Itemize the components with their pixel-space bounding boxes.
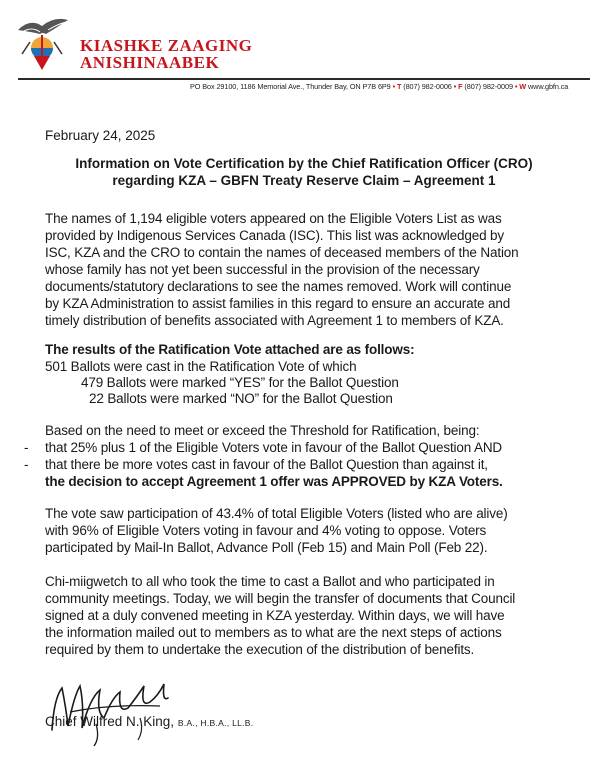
bullet-dash: - — [24, 457, 29, 472]
bullet-dash: - — [24, 440, 29, 455]
org-name-line2: ANISHINAABEK — [80, 53, 220, 72]
title-line1: Information on Vote Certification by the Chief Ratification Officer (CRO) — [75, 156, 533, 171]
threshold-intro: Based on the need to meet or exceed the Threshold for Ratification, being: — [45, 423, 480, 438]
handwritten-signature — [40, 668, 200, 748]
threshold-item1: that 25% plus 1 of the Eligible Voters vote in favour of the Ballot Question AND — [45, 440, 503, 455]
para4-line: community meetings. Today, we will begin the transfer of documents that Council — [45, 591, 516, 606]
para1-line: The names of 1,194 eligible voters appeared on the Eligible Voters List as was — [45, 211, 502, 226]
address-text: PO Box 29100, 1186 Memorial Ave., Thunder Bay, ON P7B 6P9 — [190, 82, 391, 91]
para1-line: provided by Indigenous Services Canada (ISC). This list was acknowledged by — [45, 228, 504, 243]
para3-line: participated by Mail-In Ballot, Advance Poll (Feb 15) and Main Poll (Feb 22). — [45, 540, 488, 555]
website: www.gbfn.ca — [527, 82, 569, 91]
para4-line: signed at a duly convened meeting in KZA yesterday. Within days, we will have — [45, 608, 505, 623]
para1-line: ISC, KZA and the CRO to contain the names of deceased members of the Nation — [45, 245, 519, 260]
letterhead-rule — [18, 78, 590, 80]
web-label: W — [519, 82, 527, 91]
para1-line: whose family has not yet been successful in the provision of the necessary — [45, 262, 480, 277]
signatory-credentials: B.A., H.B.A., LL.B. — [177, 718, 254, 728]
results-yes: 479 Ballots were marked “YES” for the Ballot Question — [81, 375, 399, 390]
results-cast: 501 Ballots were cast in the Ratification Vote of which — [45, 359, 357, 374]
para4-line: Chi-miigwetch to all who took the time to cast a Ballot and who participated in — [45, 574, 495, 589]
signatory-name: Chief Wilfred N. King, — [45, 714, 175, 729]
para3-line: The vote saw participation of 43.4% of total Eligible Voters (listed who are alive) — [45, 506, 508, 521]
letterhead-address: PO Box 29100, 1186 Memorial Ave., Thunder Bay, ON P7B 6P9 • T (807) 982-0006 • F (807) 982-0009 • W www.gbfn.ca — [190, 82, 569, 91]
fax-number: (807) 982-0009 — [464, 82, 513, 91]
org-name-line1: KIASHKE ZAAGING — [80, 36, 253, 55]
threshold-item2: that there be more votes cast in favour of the Ballot Question than against it, — [45, 457, 488, 472]
para1-line: documents/statutory declarations to see the names removed. Work will continue — [45, 279, 512, 294]
phone-number: (807) 982-0006 — [403, 82, 452, 91]
para4-line: required by them to undertake the execution of the distribution of benefits. — [45, 642, 475, 657]
para4-line: the information mailed out to members as to what are the next steps of actions — [45, 625, 502, 640]
para1-line: by KZA Administration to assist families in this regard to ensure an accurate and — [45, 296, 511, 311]
thunderbird-logo — [12, 8, 72, 80]
fax-label: F — [458, 82, 463, 91]
letter-date: February 24, 2025 — [45, 128, 156, 143]
results-heading: The results of the Ratification Vote attached are as follows: — [45, 342, 415, 357]
results-no: 22 Ballots were marked “NO” for the Ballot Question — [89, 391, 393, 406]
title-line2: regarding KZA – GBFN Treaty Reserve Claim – Agreement 1 — [112, 173, 496, 188]
phone-label: T — [396, 82, 402, 91]
para3-line: with 96% of Eligible Voters voting in favour and 4% voting to oppose. Voters — [45, 523, 487, 538]
decision-statement: the decision to accept Agreement 1 offer was APPROVED by KZA Voters. — [45, 474, 503, 489]
para1-line: timely distribution of benefits associated with Agreement 1 to members of KZA. — [45, 313, 504, 328]
